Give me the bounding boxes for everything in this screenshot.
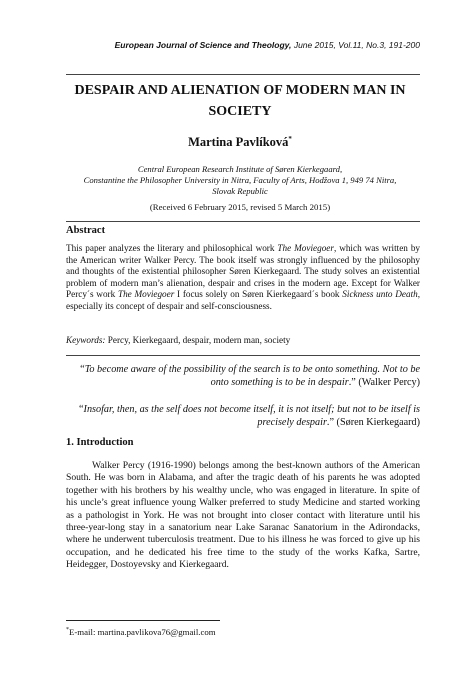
quote-open: “ — [80, 364, 85, 375]
title-line-1: DESPAIR AND ALIENATION OF MODERN MAN IN — [74, 83, 406, 98]
affiliation-line-2: Constantine the Philosopher University in Nitra, Faculty of Arts, Hodžova 1, 949 74 Nitra, — [83, 175, 397, 185]
keywords — [66, 335, 420, 345]
affiliation-line-1: Central European Research Institute of Søren Kierkegaard, — [137, 164, 343, 174]
keywords-text: Percy, Kierkegaard, despair, modern man, society — [105, 335, 291, 345]
quote-close: .” — [348, 377, 359, 388]
footnote-email: E-mail: martina.pavlikova76@gmail.com — [69, 627, 216, 637]
journal-issue: June 2015, Vol.11, No.3, 191-200 — [293, 40, 420, 50]
affiliation-line-3: Slovak Republic — [212, 186, 268, 196]
abstract-part: This paper analyzes the literary and philosophical work — [66, 243, 278, 253]
quote-text: To become aware of the possibility of the search is to be onto something. Not to be onto something is to be in despair — [84, 364, 420, 388]
abstract-top-rule — [66, 221, 420, 222]
author-footnote-mark: * — [288, 135, 292, 143]
introduction-paragraph: Walker Percy (1916-1990) belongs among the best-known authors of the American South. He was born in Alabama, and after the tragic death of his parents he was adopted together with his brothers by his wealthy uncle, who was engaged in literature. In spite of his uncle’s great influence young Walker preferred to study Medicine and started working as a pathologist in York. He was not brought into closer contact with literature until his three-year-long stay in a sanatorium near Lake Saranac Sanatorium in the Adirondacks, where he underwent tuberculosis treatment. Due to his illness he was forced to give up his occupation, and he dedicated his free time to the study of the works Kafka, Sartre, Heidegger, Dostoyevsky and Kierkegaard. — [66, 460, 420, 571]
abstract-part: , especially its concept of despair and self-consciousness. — [66, 289, 421, 311]
quote-text: Insofar, then, as the self does not become itself, it is not itself; but not to be itself is precisely despair — [83, 404, 420, 428]
section-heading-introduction: 1. Introduction — [66, 437, 134, 448]
footnote-rule — [66, 620, 220, 621]
title-line-2: SOCIETY — [208, 104, 272, 119]
quote-source: (Walker Percy) — [358, 377, 420, 388]
quote-close: .” — [326, 417, 337, 428]
abstract-part: , which was written by the American writer Walker Percy. The book itself was strongly influenced by the philosophy and thoughts of the existential philosopher Søren Kierkegaard. The study solves an existential problem of modern man’s alienation, despair and crises in the modern age. Except for Walker Percy´s work — [66, 243, 421, 300]
epigraph-quote-1 — [66, 363, 420, 389]
journal-name: European Journal of Science and Theology, — [114, 40, 292, 50]
author-name-text: Martina Pavlíková — [188, 135, 289, 150]
abstract-title-ref: The Moviegoer — [117, 289, 175, 300]
abstract-title-ref: The Moviegoer — [277, 243, 334, 253]
abstract-part: I focus solely on Søren Kierkegaard´s book — [174, 289, 343, 300]
quote-source: (Søren Kierkegaard) — [336, 417, 420, 428]
journal-header — [0, 40, 420, 50]
quote-open: “ — [79, 404, 84, 415]
affiliation — [60, 164, 420, 197]
abstract-title-ref: Sickness unto Death — [342, 289, 418, 300]
footnote — [66, 627, 216, 637]
received-dates: (Received 6 February 2015, revised 5 March 2015) — [149, 202, 331, 212]
paper-title — [60, 80, 420, 122]
abstract-text — [66, 243, 420, 313]
keywords-label: Keywords: — [66, 335, 106, 345]
footnote-mark: * — [66, 627, 69, 634]
abstract-bottom-rule — [66, 355, 420, 356]
abstract-heading: Abstract — [66, 225, 106, 236]
header-rule — [66, 74, 420, 75]
epigraph-quote-2 — [66, 403, 420, 429]
author-name — [60, 135, 420, 150]
